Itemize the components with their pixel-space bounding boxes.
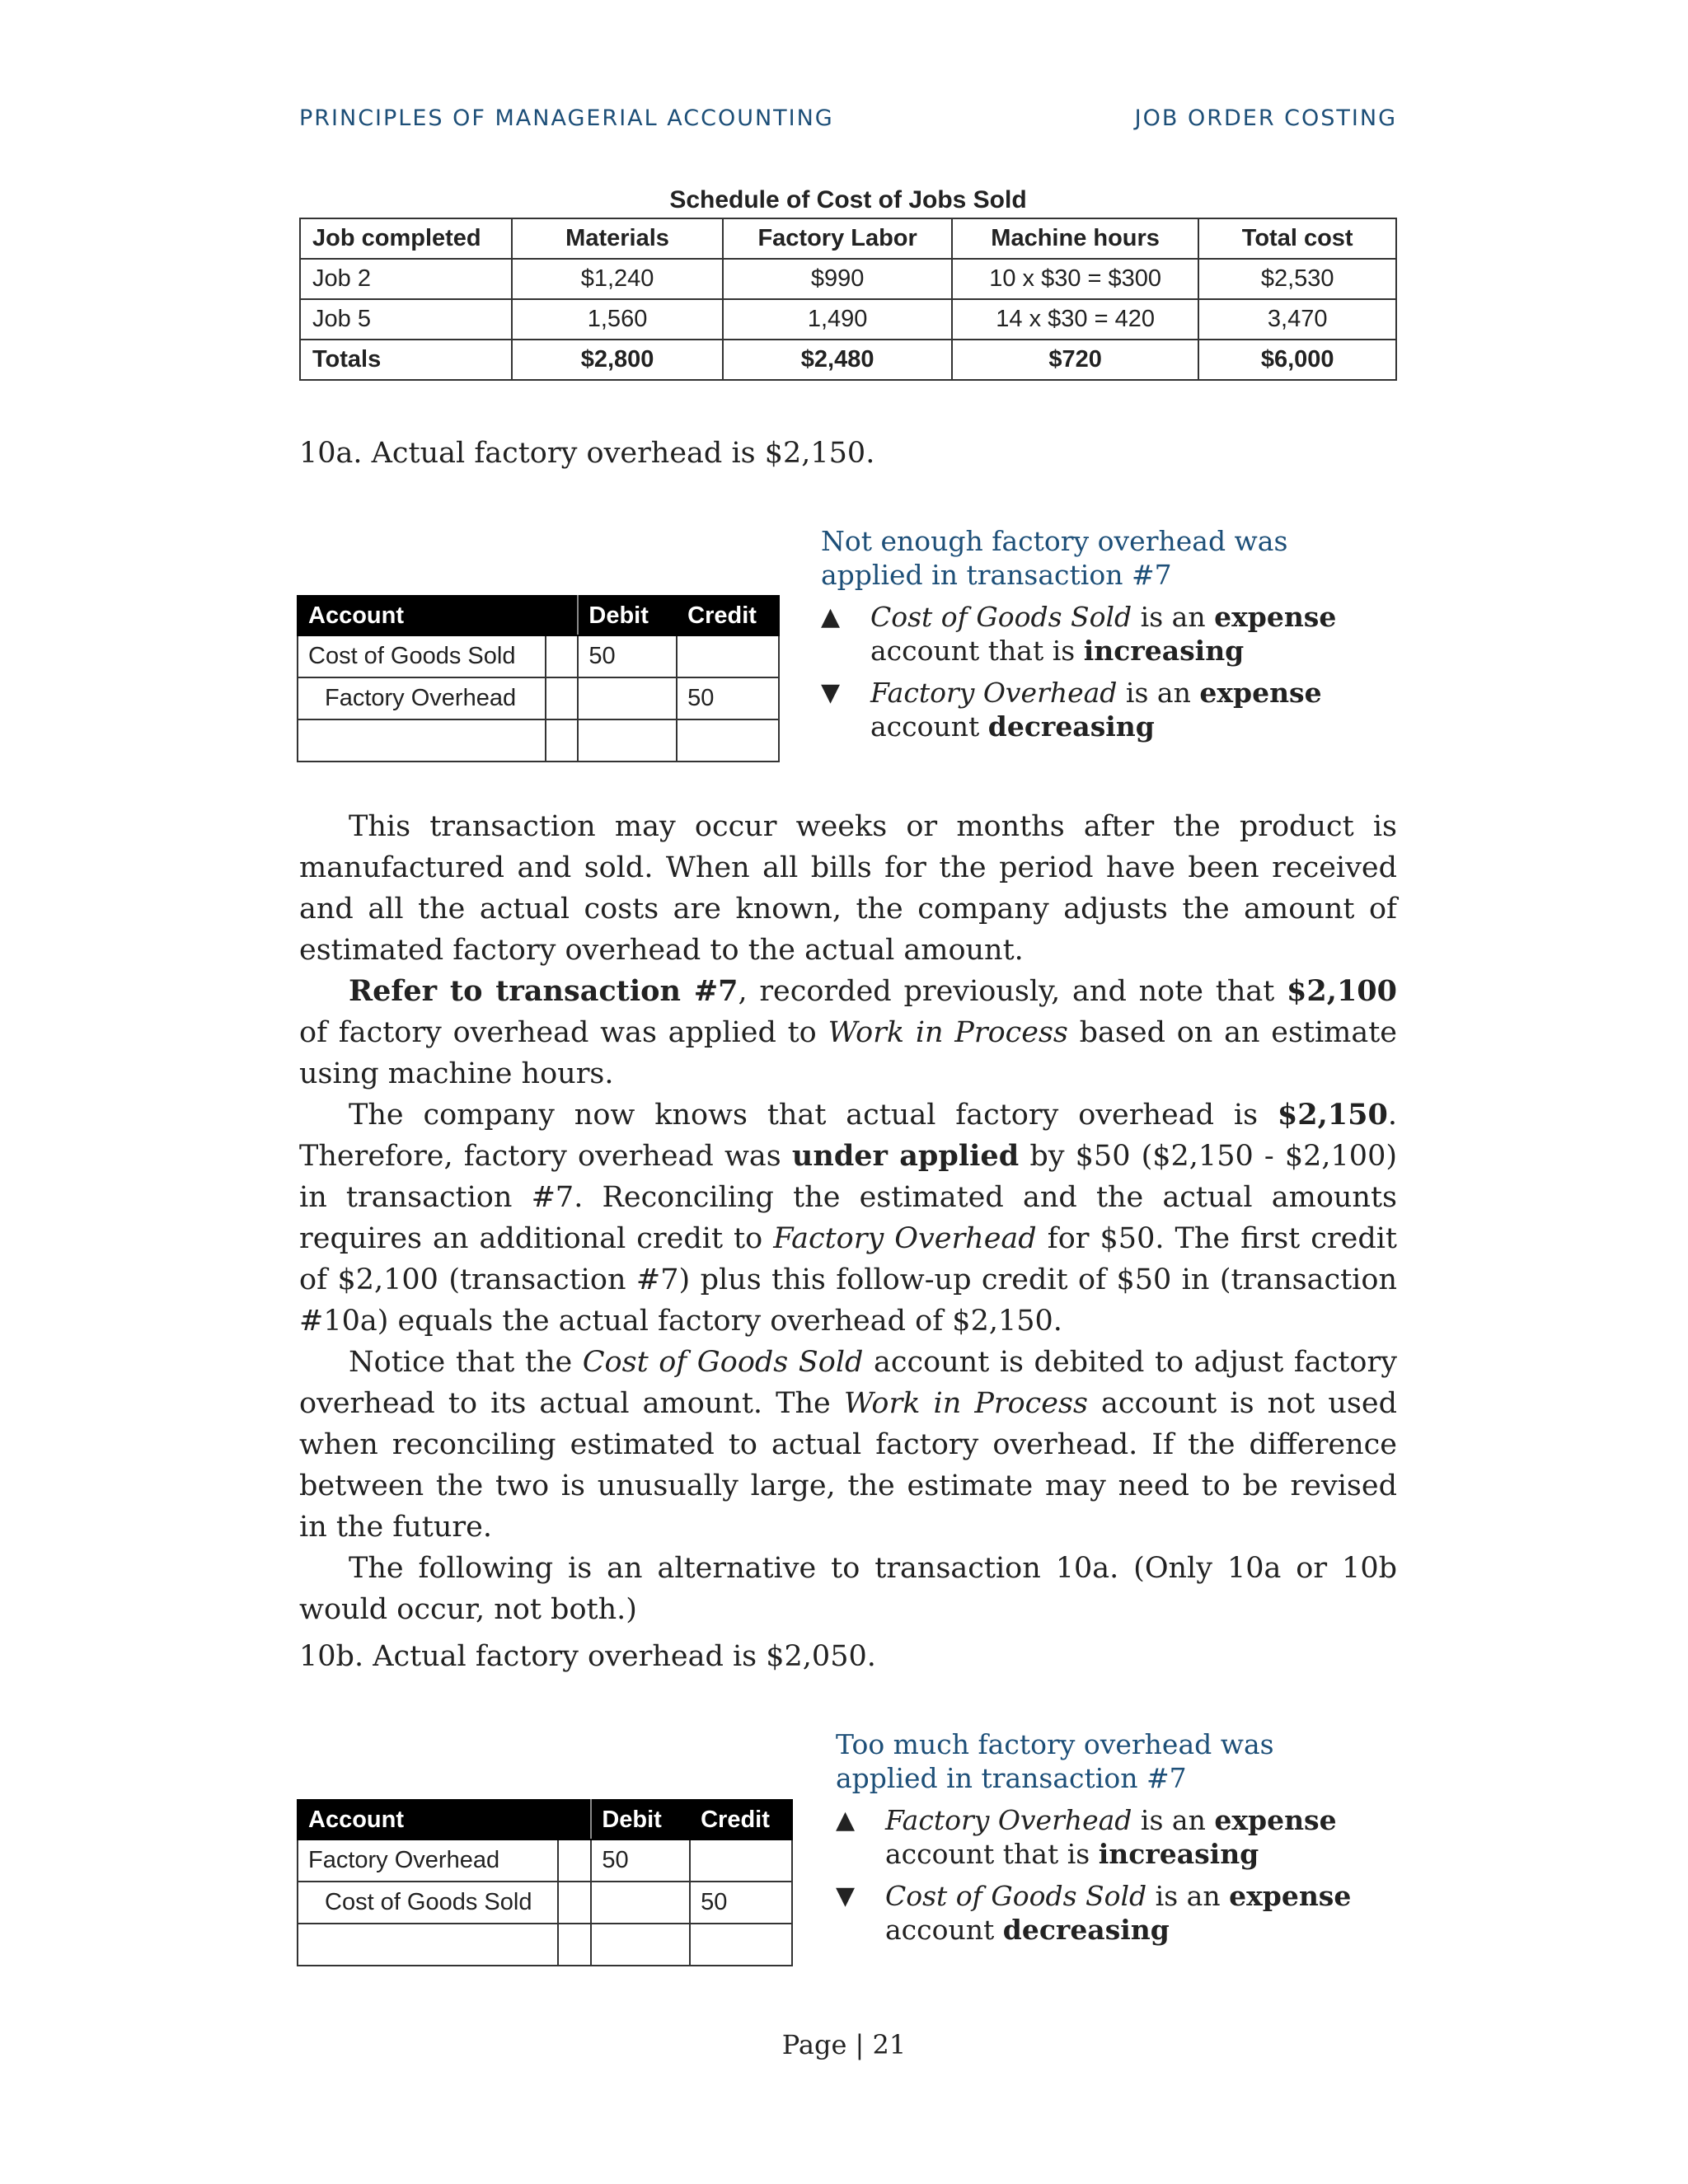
journal-spacer [546, 719, 579, 762]
text-run: The company now knows that actual factory overhead is [349, 1099, 1278, 1132]
table-cell: $2,530 [1198, 259, 1396, 299]
journal-row [298, 1840, 792, 1882]
journal-debit [578, 719, 677, 762]
column-header: Job completed [300, 218, 512, 259]
table-cell: $2,480 [723, 340, 952, 380]
up-arrow-icon: ▲ [836, 1806, 856, 1835]
journal-row [298, 635, 779, 677]
text-run: by $50 ($2,150 - $2,100) in transaction #7. Reconciling the estimated and the actual amounts requires an additional credit to [299, 1140, 1397, 1255]
table-row [300, 299, 1396, 340]
journal-debit [591, 1924, 690, 1966]
journal-spacer [546, 677, 579, 719]
page-number: 21 [872, 2029, 907, 2060]
column-header: Factory Labor [723, 218, 952, 259]
schedule-table [299, 218, 1397, 381]
journal-credit: 50 [690, 1882, 792, 1924]
note-bullet [836, 1803, 1363, 1871]
book-title: PRINCIPLES OF MANAGERIAL ACCOUNTING [299, 105, 834, 131]
note-bullet [836, 1879, 1363, 1947]
totals-row [300, 340, 1396, 380]
journal-debit [578, 677, 677, 719]
journal-header [558, 1800, 591, 1840]
note-text: account that is [870, 635, 1084, 667]
note-emphasis: expense [1214, 601, 1337, 633]
note-emphasis: increasing [1098, 1838, 1259, 1870]
journal-credit [677, 635, 779, 677]
journal-header: Account [298, 1800, 558, 1840]
journal-entry-10b [297, 1799, 793, 1966]
text-italic: Work in Process [828, 1016, 1068, 1049]
journal-credit: 50 [677, 677, 779, 719]
text-run: based on an estimate using machine hours. [299, 1016, 1397, 1090]
journal-account: Factory Overhead [298, 1840, 558, 1882]
table-cell: 3,470 [1198, 299, 1396, 340]
table-cell: Job 2 [300, 259, 512, 299]
page-footer [0, 2029, 1688, 2060]
text-run: . Therefore, factory overhead was [299, 1099, 1397, 1173]
journal-row [298, 677, 779, 719]
journal-account [298, 1924, 558, 1966]
table-cell: Totals [300, 340, 512, 380]
up-arrow-icon: ▲ [821, 602, 841, 631]
journal-header: Credit [690, 1800, 792, 1840]
column-header: Materials [512, 218, 724, 259]
note-emphasis: decreasing [1002, 1914, 1170, 1946]
paragraph [299, 1094, 1397, 1342]
down-arrow-icon: ▼ [821, 678, 841, 707]
journal-header-row [298, 596, 779, 635]
journal-debit: 50 [591, 1840, 690, 1882]
journal-row [298, 1882, 792, 1924]
table-cell: $720 [952, 340, 1198, 380]
note-bullet [821, 600, 1398, 668]
note-text: is an [1146, 1880, 1230, 1912]
note-text: is an [1132, 1804, 1215, 1836]
page-separator: | [846, 2029, 873, 2060]
table-cell: $2,800 [512, 340, 724, 380]
journal-credit [690, 1924, 792, 1966]
journal-header [546, 596, 579, 635]
table-cell: $1,240 [512, 259, 724, 299]
journal-header: Account [298, 596, 546, 635]
table-cell: 14 x $30 = 420 [952, 299, 1198, 340]
column-header: Machine hours [952, 218, 1198, 259]
note-text: is an [1117, 677, 1200, 709]
text-run: account is not used when reconciling estimated to actual factory overhead. If the difference between the two is unusually large, the estimate may need to be revised in the future. [299, 1387, 1398, 1544]
note-emphasis: increasing [1083, 635, 1245, 667]
note-text: account that is [885, 1838, 1099, 1870]
journal-header-row [298, 1800, 792, 1840]
body-text [299, 806, 1397, 1630]
journal-row [298, 1924, 792, 1966]
account-name: Factory Overhead [870, 677, 1118, 709]
table-cell: $990 [723, 259, 952, 299]
journal-account: Factory Overhead [298, 677, 546, 719]
journal-credit [690, 1840, 792, 1882]
journal-spacer [558, 1882, 591, 1924]
journal-account: Cost of Goods Sold [298, 1882, 558, 1924]
table-cell: 1,490 [723, 299, 952, 340]
transaction-10b-heading: 10b. Actual factory overhead is $2,050. [299, 1640, 876, 1673]
paragraph [299, 971, 1397, 1094]
account-name: Cost of Goods Sold [885, 1880, 1147, 1912]
journal-account: Cost of Goods Sold [298, 635, 546, 677]
journal-row [298, 719, 779, 762]
journal-spacer [546, 635, 579, 677]
column-header: Total cost [1198, 218, 1396, 259]
journal-header: Credit [677, 596, 779, 635]
text-run: for $50. The first credit of $2,100 (transaction #7) plus this follow-up credit of $50 in (transaction #10a) equals the actual factory overhead of $2,150. [299, 1222, 1397, 1338]
text-italic: Cost of Goods Sold [582, 1346, 864, 1379]
text-italic: Factory Overhead [773, 1222, 1037, 1255]
account-name: Factory Overhead [885, 1804, 1132, 1836]
schedule-title: Schedule of Cost of Jobs Sold [669, 186, 1027, 213]
schedule-header-row [300, 218, 1396, 259]
note-emphasis: decreasing [987, 710, 1155, 743]
note-text: account [885, 1914, 1003, 1946]
table-row [300, 259, 1396, 299]
schedule-of-cost-of-jobs-sold [299, 183, 1397, 381]
journal-spacer [558, 1924, 591, 1966]
journal-credit [677, 719, 779, 762]
text-italic: Work in Process [843, 1387, 1088, 1420]
chapter-title: JOB ORDER COSTING [1134, 105, 1397, 131]
text-run: , recorded previously, and note that [738, 975, 1287, 1008]
note-bullet [821, 676, 1398, 743]
text-run: of factory overhead was applied to [299, 1016, 828, 1049]
note-emphasis: expense [1214, 1804, 1337, 1836]
explanation-note-10a [821, 524, 1398, 743]
journal-debit: 50 [578, 635, 677, 677]
transaction-10a-heading: 10a. Actual factory overhead is $2,150. [299, 437, 875, 470]
journal-entry-10a [297, 595, 780, 762]
paragraph: This transaction may occur weeks or months after the product is manufactured and sold. When all bills for the period have been received and all the actual costs are known, the company adjusts the amount of estimated factory overhead to the actual amount. [299, 810, 1397, 967]
note-emphasis: expense [1199, 677, 1322, 709]
paragraph [299, 1342, 1397, 1548]
down-arrow-icon: ▼ [836, 1882, 856, 1910]
journal-header: Debit [591, 1800, 690, 1840]
note-title: Not enough factory overhead was applied in transaction #7 [821, 525, 1288, 591]
text-bold: Refer to transaction #7 [349, 974, 738, 1008]
table-cell: $6,000 [1198, 340, 1396, 380]
note-text: account [870, 710, 988, 743]
account-name: Cost of Goods Sold [870, 601, 1132, 633]
text-run: account is debited to adjust factory overhead to its actual amount. The [299, 1346, 1397, 1420]
journal-account [298, 719, 546, 762]
text-bold: $2,100 [1287, 974, 1397, 1008]
running-header [299, 105, 1397, 138]
note-emphasis: expense [1229, 1880, 1352, 1912]
paragraph: The following is an alternative to transaction 10a. (Only 10a or 10b would occur, not both.) [299, 1552, 1397, 1626]
explanation-note-10b [836, 1727, 1363, 1947]
note-text: is an [1132, 601, 1215, 633]
table-cell: 1,560 [512, 299, 724, 340]
table-cell: Job 5 [300, 299, 512, 340]
text-bold: $2,150 [1277, 1098, 1388, 1132]
note-title: Too much factory overhead was applied in transaction #7 [836, 1728, 1274, 1794]
journal-debit [591, 1882, 690, 1924]
text-run: Notice that the [349, 1346, 583, 1379]
table-cell: 10 x $30 = $300 [952, 259, 1198, 299]
text-bold: under applied [791, 1139, 1020, 1173]
journal-spacer [558, 1840, 591, 1882]
journal-header: Debit [578, 596, 677, 635]
page-label: Page [781, 2029, 847, 2060]
